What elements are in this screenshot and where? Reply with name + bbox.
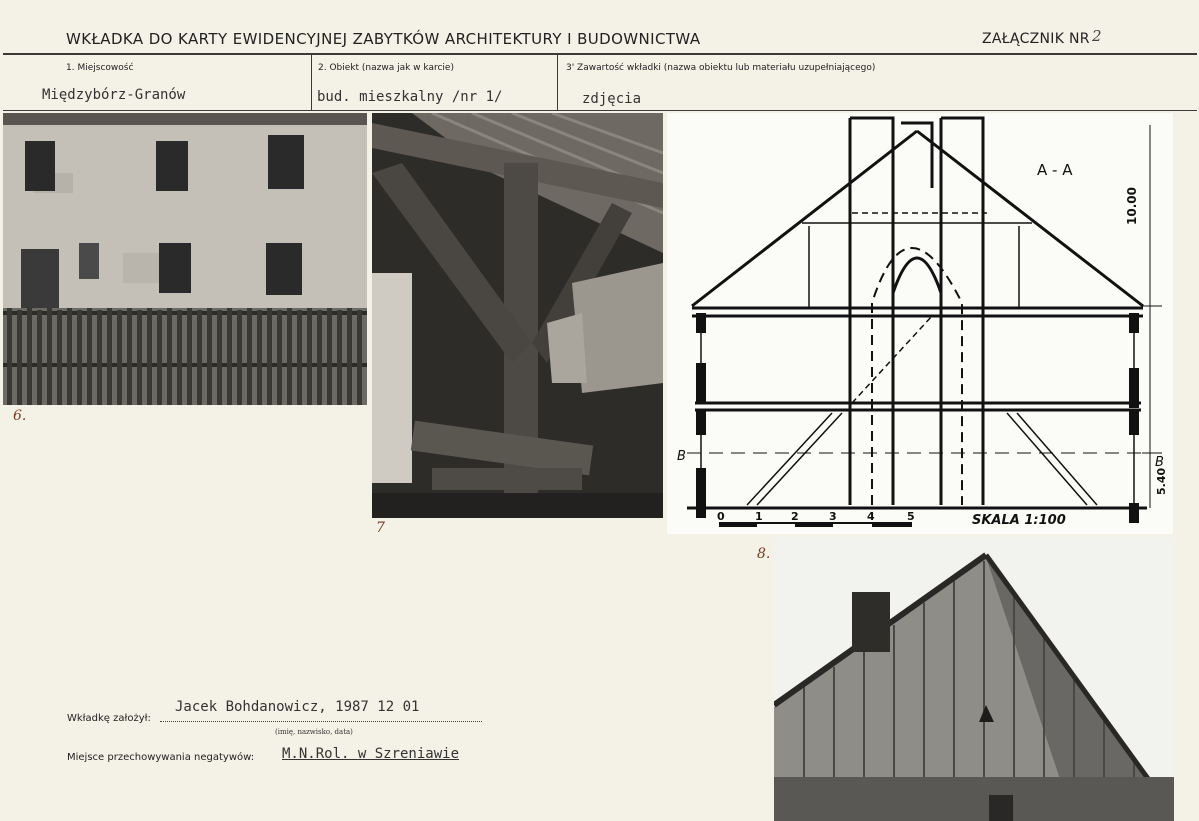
attachment-label: ZAŁĄCZNIK NR [982,31,1090,47]
scale-tick-3: 3 [829,510,837,523]
founder-hint: (imię, nazwisko, data) [275,728,353,736]
fields-rule [3,110,1197,111]
card-title: WKŁADKA DO KARTY EWIDENCYJNEJ ZABYTKÓW ARCHITEKTURY I BUDOWNICTWA [66,30,701,48]
field-label-contents: 3' Zawartość wkładki (nazwa obiektu lub materiału uzupełniającego) [566,63,876,73]
field-value-object: bud. mieszkalny /nr 1/ [317,89,503,105]
photo-number-6: 6. [13,408,27,424]
height-label: 10.00 [1125,187,1139,225]
sub-height-label: 5.40 [1155,467,1168,495]
founder-value: Jacek Bohdanowicz, 1987 12 01 [175,699,420,715]
field-label-locality: 1. Miejscowość [66,63,134,73]
field-divider-2 [557,54,558,111]
scale-label: SKALA 1:100 [972,513,1066,528]
scale-tick-4: 4 [867,510,875,523]
scale-tick-2: 2 [791,510,799,523]
founder-label: Wkładkę założył: [67,713,151,724]
field-label-object: 2. Obiekt (nazwa jak w karcie) [318,63,454,73]
side-label-right: B [1155,455,1164,470]
scale-tick-5: 5 [907,510,915,523]
photo-number-7: 7 [376,520,385,536]
side-label-left: B [677,449,686,464]
attachment-number: 2 [1092,27,1102,45]
photo-house-facade [3,113,367,405]
founder-dotted-line [160,721,482,722]
scale-tick-0: 0 [717,510,725,523]
scale-tick-1: 1 [755,510,763,523]
field-divider-1 [311,54,312,111]
section-label: A - A [1037,161,1073,179]
field-value-contents: zdjęcia [582,91,642,107]
section-drawing [667,113,1173,534]
storage-value: M.N.Rol. w Szreniawie [282,746,460,762]
photo-gable [774,537,1174,821]
storage-label: Miejsce przechowywania negatywów: [67,752,255,763]
header-rule [3,53,1197,55]
field-value-locality: Międzybórz-Granów [42,87,186,103]
photo-attic-timbers [372,113,663,518]
photo-number-8: 8. [757,546,771,562]
